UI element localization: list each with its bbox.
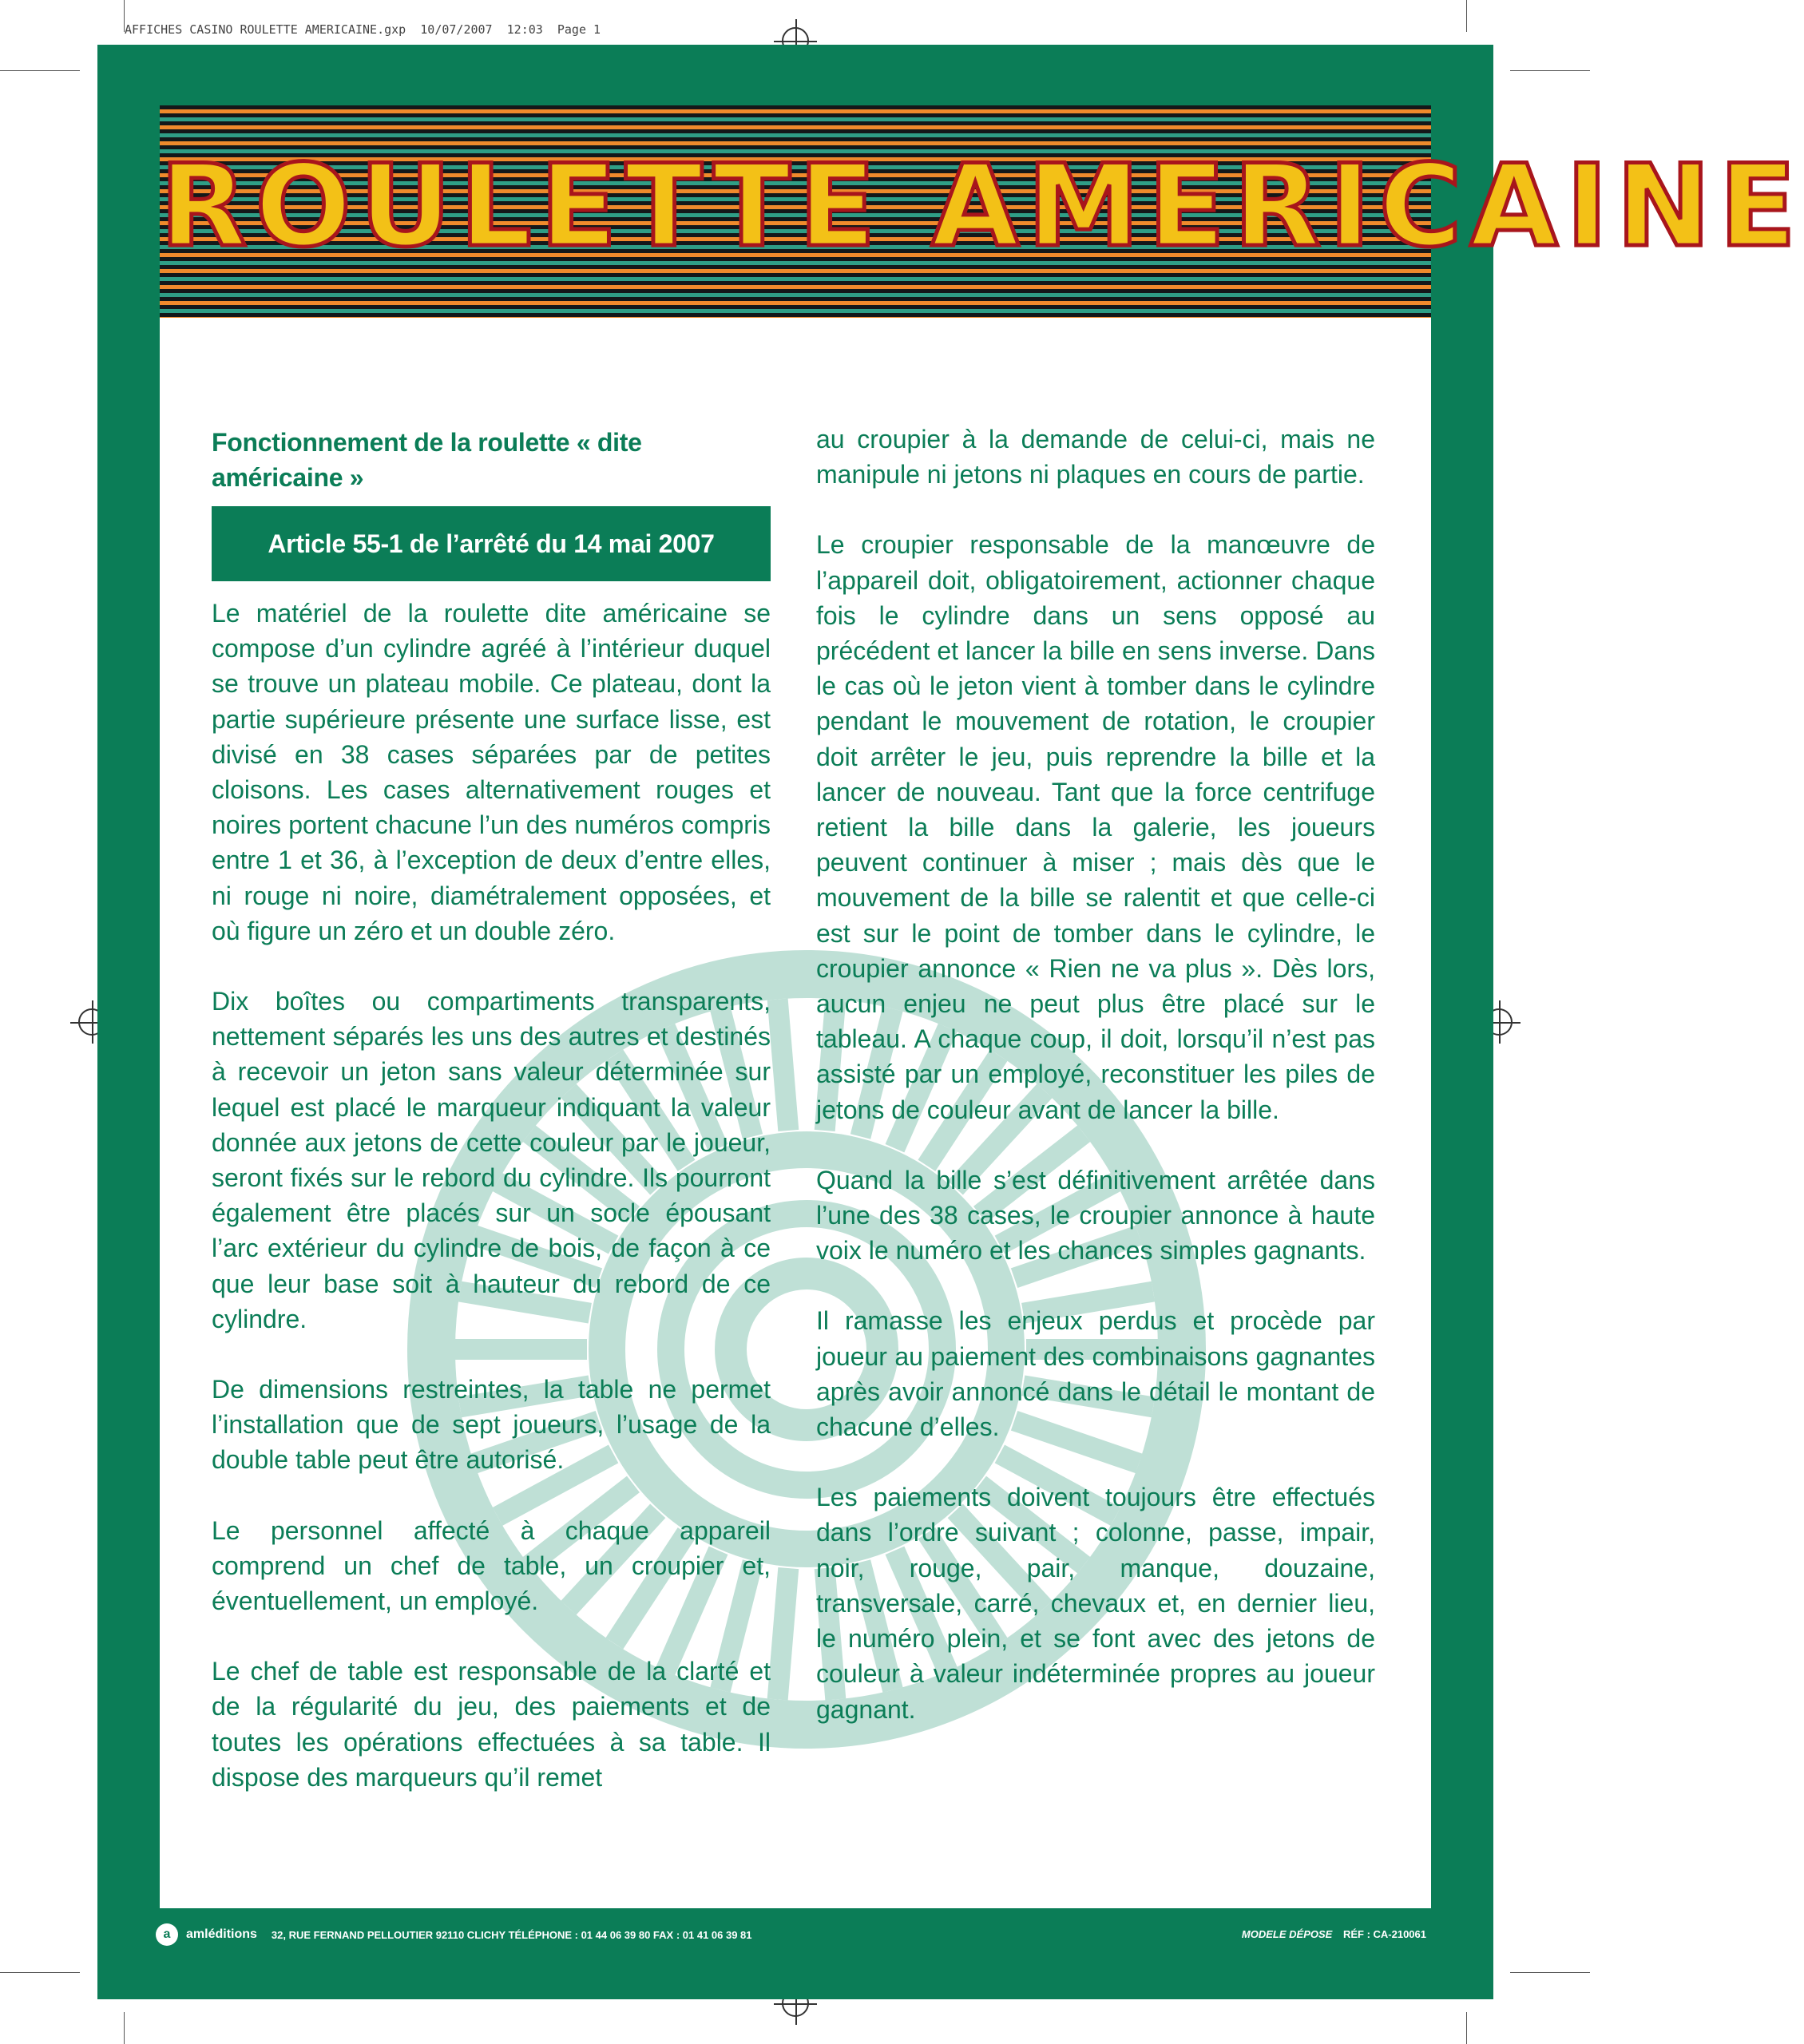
crop-mark [1510,1972,1590,1973]
paragraph: Quand la bille s’est définitivement arrêtée dans l’une des 38 cases, le croupier annonce à haute voix le numéro et les chances simples gagnants. [816,1165,1375,1266]
paragraph: Il ramasse les enjeux perdus et procède par joueur au paiement des combinaisons gagnantes après avoir annoncé dans le détail le montant de chacune d’elles. [816,1306,1375,1442]
publisher-logo-icon: a [156,1923,178,1946]
footer-reference [1242,1920,1426,1949]
crop-mark [1466,0,1467,32]
footer-publisher [156,1920,752,1949]
paragraph: Le croupier responsable de la manœuvre de l’appareil doit, obligatoirement, actionner chaque fois le cylindre dans un sens opposé au précédent et lancer la bille en sens inverse. Dans le cas où le jeton vient à tomber dans le cylindre pendant le mouvement de rotation, le croupier doit arrêter le jeu, puis reprendre la bille et la lancer de nouveau. Tant que la force centrifuge retient la bille dans la galerie, les joueurs peuvent continuer à miser ; mais dès que le mouvement de la bille se ralentit et que celle-ci est sur le point de tomber dans le cylindre, le croupier annonce « Rien ne va plus ». Dès lors, aucun enjeu ne peut plus être placé sur le tableau. A chaque coup, il doit, lorsqu’il n’est pas assisté par un employé, reconstituer les piles de jetons de couleur avant de lancer la bille. [816,530,1375,1124]
title-banner [160,105,1804,318]
right-column [816,422,1375,1762]
publisher-brand: amléditions [186,1927,257,1941]
crop-mark [1466,2012,1467,2044]
model-label: MODELE DÉPOSE [1241,1928,1333,1940]
crop-mark [0,1972,80,1973]
section-heading: Fonctionnement de la roulette « dite américaine » [212,428,642,492]
paragraph: Le chef de table est responsable de la clarté et de la régularité du jeu, des paiements et de toutes les opérations effectuées à sa table. Il dispose des marqueurs qu’il remet [212,1657,771,1792]
poster-title: ROULETTE AMERICAINE [160,141,1804,272]
paragraph: Dix boîtes ou compartiments transparents, nettement séparés les uns des autres et destinés à recevoir un jeton sans valeur déterminée sur lequel est placé le marqueur indiquant la valeur donnée aux jetons de cette couleur par le joueur, seront fixés sur le rebord du cylindre. Ils pourront également être placés sur un socle épousant l’arc extérieur du cylindre de bois, de façon à ce que leur base soit à hauteur du rebord de ce cylindre. [212,987,771,1333]
wheel-spoke [778,1568,789,1699]
reference-number: RÉF : CA-210061 [1342,1928,1426,1940]
paragraph: De dimensions restreintes, la table ne permet l’installation que de sept joueurs, l’usage de la double table peut être autorisé. [212,1375,771,1475]
paragraph: Le personnel affecté à chaque appareil comprend un chef de table, un croupier et, éventuellement, un employé. [212,1515,771,1616]
printer-slug: AFFICHES CASINO ROULETTE AMERICAINE.gxp 10/07/2007 12:03 Page 1 [125,22,601,37]
content-panel [160,105,1804,1908]
crop-mark [0,70,80,71]
paragraph: Les paiements doivent toujours être effectués dans l’ordre suivant ; colonne, passe, impair, noir, rouge, pair, manque, douzaine, transversale, carré, chevaux et, en dernier lieu, le numéro plein, et se font avec des jetons de couleur à valeur indéterminée propres au joueur gagnant. [816,1483,1375,1724]
crop-mark [124,0,125,32]
left-column [212,425,771,1830]
crop-mark [124,2012,125,2044]
publisher-address: 32, RUE FERNAND PELLOUTIER 92110 CLICHY TÉLÉPHONE : 01 44 06 39 80 FAX : 01 41 06 39 81 [271,1928,752,1941]
article-reference-bar: Article 55-1 de l’arrêté du 14 mai 2007 [212,506,771,581]
paragraph: au croupier à la demande de celui-ci, mais ne manipule ni jetons ni plaques en cours de partie. [816,425,1375,489]
wheel-spoke [778,1000,789,1131]
paragraph: Le matériel de la roulette dite américaine se compose d’un cylindre agréé à l’intérieur duquel se trouve un plateau mobile. Ce plateau, dont la partie supérieure présente une surface lisse, est divisé en 38 cases séparées par de petites cloisons. Les cases alternativement rouges et noires portent chacune l’un des numéros compris entre 1 et 36, à l’exception de deux d’entre elles, ni rouge ni noire, diamétralement opposées, et où figure un zéro et un double zéro. [212,599,771,945]
crop-mark [1510,70,1590,71]
